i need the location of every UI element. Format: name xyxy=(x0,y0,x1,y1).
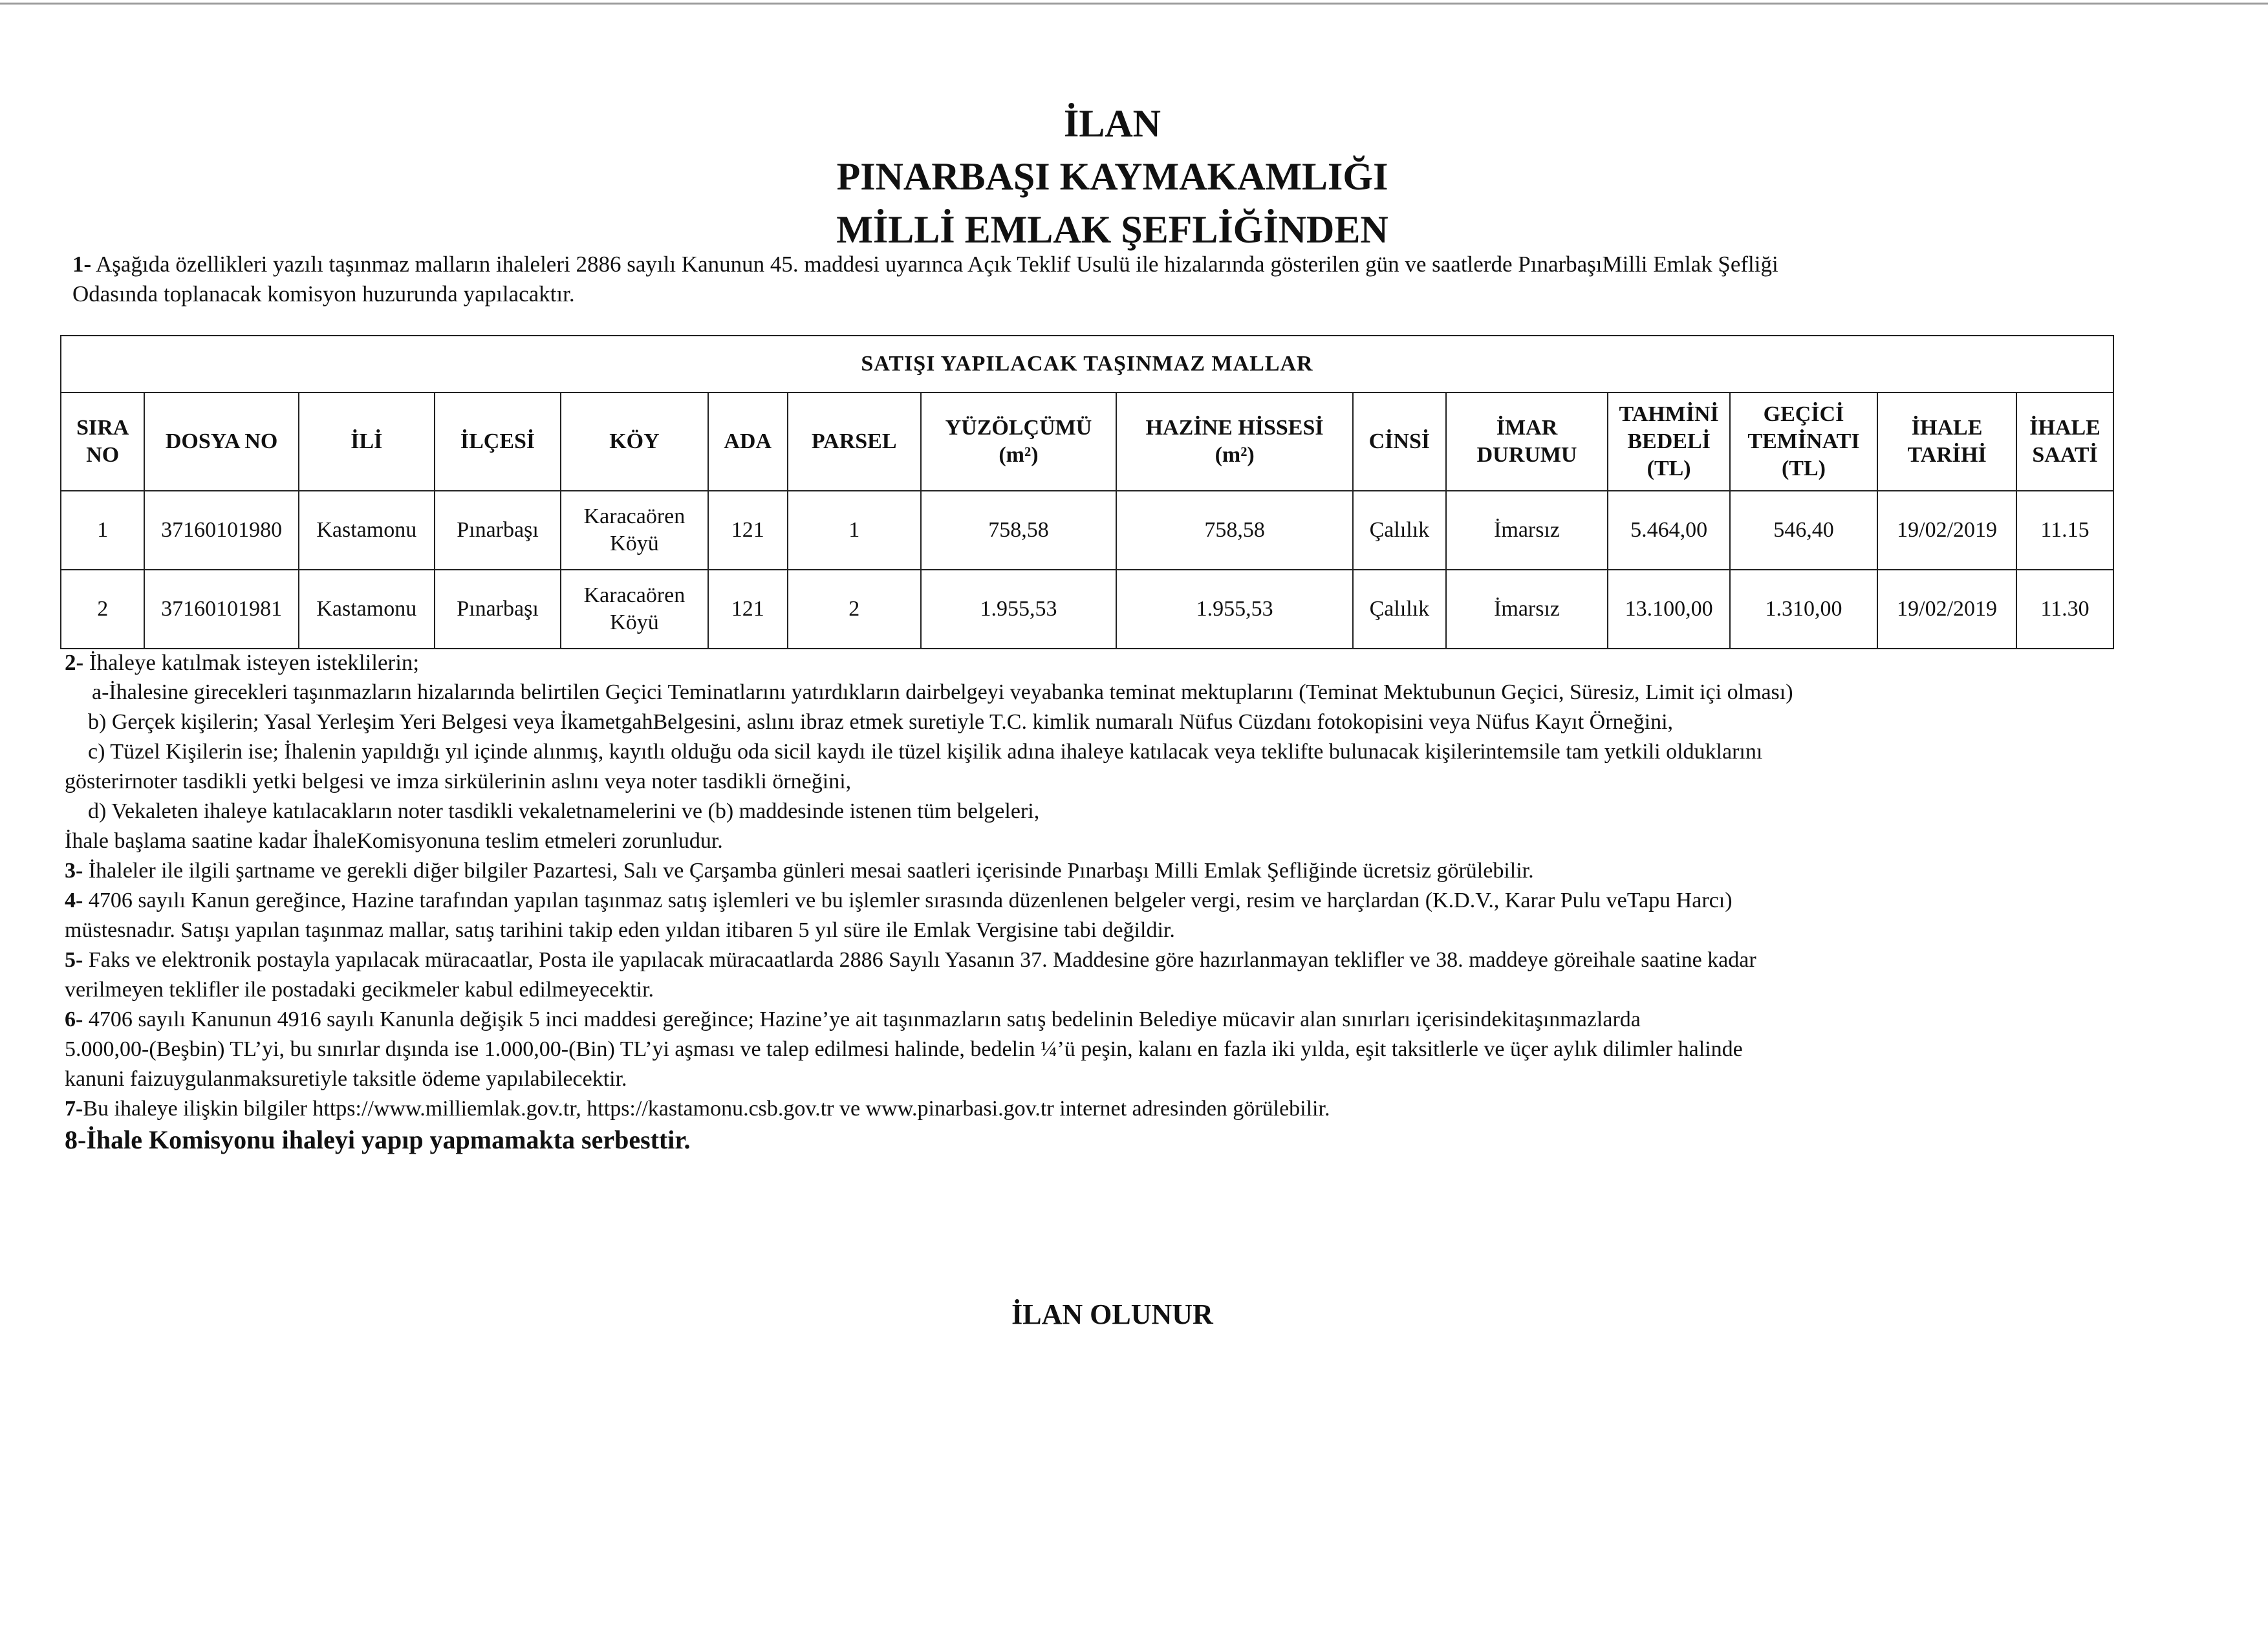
col-header-sira: SIRA NO xyxy=(61,393,144,491)
item-2a: a-İhalesine girecekleri taşınmazların hizalarında belirtilen Geçici Teminatlarını yatırdıkların dairbelgeyi veyabanka teminat mektuplarını (Teminat Mektubunun Geçici, Süresiz, Limit içi olması) xyxy=(92,680,1793,704)
cell-tarih: 19/02/2019 xyxy=(1877,570,2016,649)
col-header-hazine xyxy=(1116,393,1353,491)
item-text: Faks ve elektronik postayla yapılacak müracaatlar, Posta ile yapılacak müracaatlarda 2886 Sayılı Yasanın 37. Maddesine göre hazırlanmayan teklifler ve 38. maddeye göreihale saatine kadar xyxy=(83,948,1756,972)
cell-saat: 11.30 xyxy=(2016,570,2113,649)
item-number: 1- xyxy=(72,252,92,277)
table-row xyxy=(61,570,2113,649)
cell-teminat: 1.310,00 xyxy=(1730,570,1877,649)
header-unit: (TL) xyxy=(1647,457,1691,480)
cell-imar: İmarsız xyxy=(1446,570,1608,649)
item-5-line-1 xyxy=(65,945,1756,975)
cell-ilce: Pınarbaşı xyxy=(435,570,561,649)
cell-saat: 11.15 xyxy=(2016,491,2113,570)
cell-koy: Karacaören Köyü xyxy=(561,570,707,649)
notice-title: İLAN xyxy=(1063,102,1161,145)
cell-yuzolcumu: 758,58 xyxy=(921,491,1117,570)
cell-il: Kastamonu xyxy=(299,570,435,649)
cell-bedel: 13.100,00 xyxy=(1608,570,1730,649)
property-sale-table xyxy=(60,335,2114,649)
item-text: Bu ihaleye ilişkin bilgiler https://www.milliemlak.gov.tr, https://kastamonu.csb.gov.tr ve www.pinarbasi.gov.tr internet adresinden görülebilir. xyxy=(83,1097,1330,1121)
item-number: 7- xyxy=(65,1097,83,1121)
item-2e: İhale başlama saatine kadar İhaleKomisyonuna teslim etmeleri zorunludur. xyxy=(65,829,723,853)
col-header-tarih: İHALE TARİHİ xyxy=(1877,393,2016,491)
item-number: 8- xyxy=(65,1125,87,1154)
cell-dosya: 37160101980 xyxy=(144,491,298,570)
col-header-dosya: DOSYA NO xyxy=(144,393,298,491)
cell-ada: 121 xyxy=(708,570,788,649)
header-label: GEÇİCİ TEMİNATI xyxy=(1747,402,1860,453)
item-7 xyxy=(65,1094,1330,1124)
item-4-line-2: müstesnadır. Satışı yapılan taşınmaz mallar, satış tarihini takip eden yıldan itibaren 5 yıl süre ile Emlak Vergisine tabi değildir. xyxy=(65,918,1175,942)
cell-parsel: 2 xyxy=(788,570,921,649)
header-label: HAZİNE HİSSESİ xyxy=(1145,416,1324,440)
col-header-saat: İHALE SAATİ xyxy=(2016,393,2113,491)
item-number: 5- xyxy=(65,948,83,972)
item-number: 6- xyxy=(65,1008,83,1031)
col-header-bedel xyxy=(1608,393,1730,491)
item-4-line-1 xyxy=(65,886,1733,916)
item-8 xyxy=(65,1125,691,1155)
cell-sira: 1 xyxy=(61,491,144,570)
item-2c-line-2: gösterirnoter tasdikli yetki belgesi ve imza sirkülerinin aslını veya noter tasdikli örneğini, xyxy=(65,770,852,793)
cell-teminat: 546,40 xyxy=(1730,491,1877,570)
cell-il: Kastamonu xyxy=(299,491,435,570)
cell-hazine: 758,58 xyxy=(1116,491,1353,570)
department-name: MİLLİ EMLAK ŞEFLİĞİNDEN xyxy=(836,208,1388,251)
item-number: 4- xyxy=(65,889,83,912)
cell-sira: 2 xyxy=(61,570,144,649)
col-header-cinsi: CİNSİ xyxy=(1353,393,1446,491)
item-2b: b) Gerçek kişilerin; Yasal Yerleşim Yeri Belgesi veya İkametgahBelgesini, aslını ibraz etmek suretiyle T.C. kimlik numaralı Nüfus Cüzdanı fotokopisini veya Nüfus Kayıt Örneğini, xyxy=(88,710,1674,734)
header-label: YÜZÖLÇÜMÜ xyxy=(945,416,1092,440)
cell-yuzolcumu: 1.955,53 xyxy=(921,570,1117,649)
table-row xyxy=(61,491,2113,570)
item-5-line-2: verilmeyen teklifler ile postadaki gecikmeler kabul edilmeyecektir. xyxy=(65,978,654,1002)
table-title: SATIŞI YAPILACAK TAŞINMAZ MALLAR xyxy=(61,336,2113,393)
item-text: İhale Komisyonu ihaleyi yapıp yapmamakta serbesttir. xyxy=(86,1125,691,1154)
item-6-line-1 xyxy=(65,1005,1641,1035)
item-2d: d) Vekaleten ihaleye katılacakların noter tasdikli vekaletnamelerini ve (b) maddesinde istenen tüm belgeleri, xyxy=(88,799,1040,823)
cell-parsel: 1 xyxy=(788,491,921,570)
cell-hazine: 1.955,53 xyxy=(1116,570,1353,649)
col-header-imar: İMAR DURUMU xyxy=(1446,393,1608,491)
intro-text: Aşağıda özellikleri yazılı taşınmaz malların ihaleleri 2886 sayılı Kanunun 45. maddesi uyarınca Açık Teklif Usulü ile hizalarında gösterilen gün ve saatlerde PınarbaşıMilli Emlak Şefliği xyxy=(91,252,1778,277)
item-6-line-3: kanuni faizuygulanmaksuretiyle taksitle ödeme yapılabilecektir. xyxy=(65,1067,627,1091)
col-header-teminat xyxy=(1730,393,1877,491)
item-text: İhaleler ile ilgili şartname ve gerekli diğer bilgiler Pazartesi, Salı ve Çarşamba günleri mesai saatleri içerisinde Pınarbaşı Milli Emlak Şefliğinde ücretsiz görülebilir. xyxy=(83,859,1534,883)
item-text: 4706 sayılı Kanunun 4916 sayılı Kanunla değişik 5 inci maddesi gereğince; Hazine’ye ait taşınmazların satış bedelinin Belediye mücavir alan sınırları içerisindekitaşınmazlarda xyxy=(83,1008,1641,1031)
col-header-il: İLİ xyxy=(299,393,435,491)
col-header-ada: ADA xyxy=(708,393,788,491)
col-header-koy: KÖY xyxy=(561,393,707,491)
col-header-ilce: İLÇESİ xyxy=(435,393,561,491)
authority-name: PINARBAŞI KAYMAKAMLIĞI xyxy=(836,155,1388,198)
col-header-parsel: PARSEL xyxy=(788,393,921,491)
header-unit: (m²) xyxy=(999,443,1039,467)
cell-ilce: Pınarbaşı xyxy=(435,491,561,570)
cell-tarih: 19/02/2019 xyxy=(1877,491,2016,570)
item-number: 3- xyxy=(65,859,83,883)
header-label: TAHMİNİ BEDELİ xyxy=(1619,402,1719,453)
cell-cinsi: Çalılık xyxy=(1353,491,1446,570)
item-6-line-2: 5.000,00-(Beşbin) TL’yi, bu sınırlar dışında ise 1.000,00-(Bin) TL’yi aşması ve talep edilmesi halinde, bedelin ¼’ü peşin, kalanı en fazla iki yılda, eşit taksitlerle ve üçer aylık dilimler halinde xyxy=(65,1037,1743,1061)
item-3 xyxy=(65,856,1534,886)
top-border-line xyxy=(0,3,2268,5)
intro-line-2: Odasında toplanacak komisyon huzurunda yapılacaktır. xyxy=(72,281,575,307)
cell-bedel: 5.464,00 xyxy=(1608,491,1730,570)
cell-imar: İmarsız xyxy=(1446,491,1608,570)
item-2c-line-1: c) Tüzel Kişilerin ise; İhalenin yapıldığı yıl içinde alınmış, kayıtlı olduğu oda sicil kaydı ile tüzel kişilik adına ihaleye katılacak veya teklifte bulunacak kişilerintemsile tam yetkili olduklarını xyxy=(88,740,1763,764)
closing-statement: İLAN OLUNUR xyxy=(1011,1299,1213,1330)
cell-cinsi: Çalılık xyxy=(1353,570,1446,649)
intro-line-1 xyxy=(72,250,1778,279)
col-header-yuzolcumu xyxy=(921,393,1117,491)
item-text: İhaleye katılmak isteyen isteklilerin; xyxy=(83,650,420,675)
item-2-heading xyxy=(65,648,419,678)
cell-ada: 121 xyxy=(708,491,788,570)
item-number: 2- xyxy=(65,650,84,675)
cell-dosya: 37160101981 xyxy=(144,570,298,649)
cell-koy: Karacaören Köyü xyxy=(561,491,707,570)
item-text: 4706 sayılı Kanun gereğince, Hazine tarafından yapılan taşınmaz satış işlemleri ve bu işlemler sırasında düzenlenen belgeler vergi, resim ve harçlardan (K.D.V., Karar Pulu veTapu Harcı) xyxy=(83,889,1733,912)
header-unit: (TL) xyxy=(1781,457,1826,480)
header-unit: (m²) xyxy=(1215,443,1255,467)
